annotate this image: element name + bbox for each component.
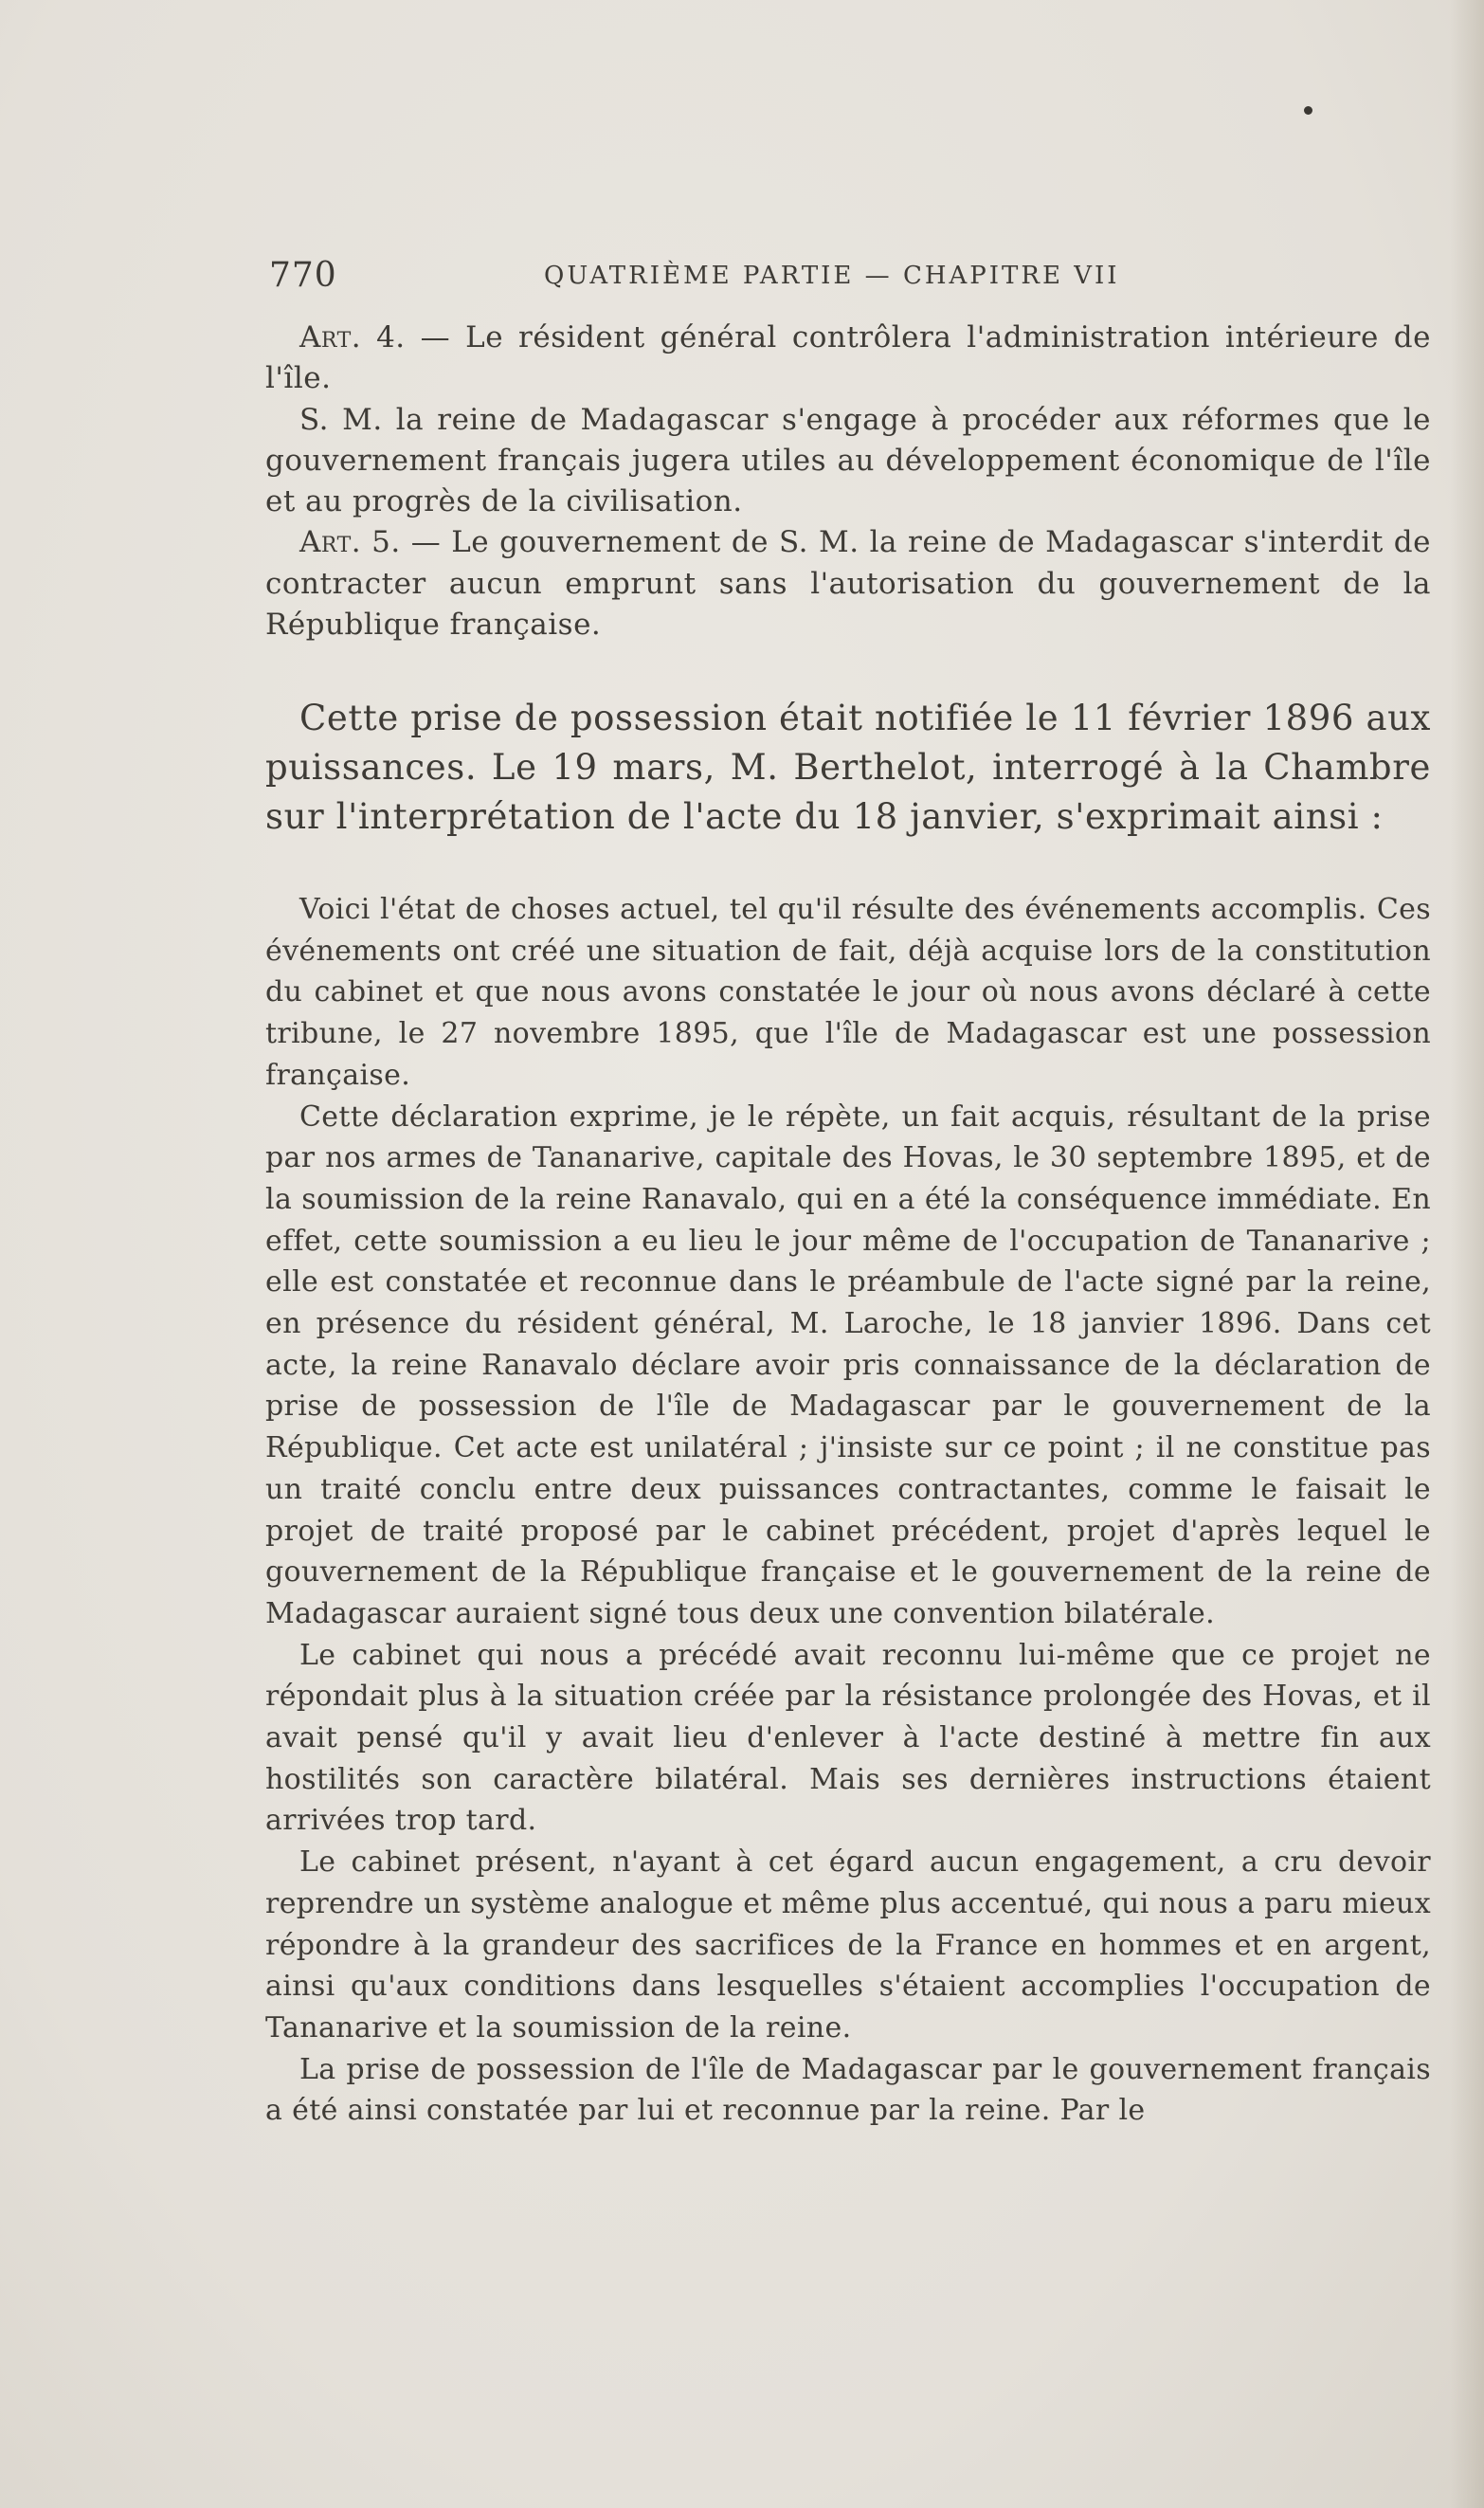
page-header — [269, 256, 1431, 298]
narrative-block — [265, 694, 1431, 842]
article-label: Art. 5. — [299, 525, 401, 560]
treaty-articles — [265, 318, 1431, 645]
article-label: Art. 4. — [299, 320, 406, 354]
article-text: — Le résident général contrôlera l'administration intérieure de l'île. — [265, 320, 1431, 396]
narrative-paragraph: Cette prise de possession était notifiée le 11 février 1896 aux puissances. Le 19 mars, M. Berthelot, interrogé à la Chambre sur l'interprétation de l'acte du 18 janvier, s'exprimait ainsi : — [265, 698, 1431, 837]
article-paragraph — [265, 400, 1431, 523]
article-text: S. M. la reine de Madagascar s'engage à procéder aux réformes que le gouvernement français jugera utiles au développement économique de l'île et au progrès de la civilisation. — [265, 402, 1431, 519]
article-text: — Le gouvernement de S. M. la reine de Madagascar s'interdit de contracter aucun emprunt sans l'autorisation du gouvernement de la République française. — [265, 525, 1431, 643]
page-edge-shadow — [1450, 0, 1484, 2508]
article-paragraph — [265, 522, 1431, 645]
quote-paragraph: Cette déclaration exprime, je le répète, un fait acquis, résultant de la prise par nos armes de Tananarive, capitale des Hovas, le 30 septembre 1895, et de la soumission de la reine Ranavalo, qui en a été la conséquence immédiate. En effet, cette soumission a eu lieu le jour même de l'occupation de Tananarive ; elle est constatée et reconnue dans le préambule de l'acte signé par la reine, en présence du résident général, M. Laroche, le 18 janvier 1896. Dans cet acte, la reine Ranavalo déclare avoir pris connaissance de la déclaration de prise de possession de l'île de Madagascar par le gouvernement de la République. Cet acte est unilatéral ; j'insiste sur ce point ; il ne constitue pas un traité conclu entre deux puissances contractantes, comme le faisait le projet de traité proposé par le cabinet précédent, projet d'après lequel le gouvernement de la République française et le gouvernement de la reine de Madagascar auraient signé tous deux une convention bilatérale. — [265, 1100, 1431, 1630]
running-head: QUATRIÈME PARTIE — CHAPITRE VII — [544, 262, 1120, 290]
quote-paragraph: Le cabinet présent, n'ayant à cet égard aucun engagement, a cru devoir reprendre un système analogue et même plus accentué, qui nous a paru mieux répondre à la grandeur des sacrifices de la France en hommes et en argent, ainsi qu'aux conditions dans lesquelles s'étaient accomplies l'occupation de Tananarive et la soumission de la reine. — [265, 1845, 1431, 2045]
ink-dot — [1304, 106, 1312, 115]
article-paragraph — [265, 318, 1431, 400]
berthelot-quote — [265, 889, 1431, 2132]
quote-paragraph: La prise de possession de l'île de Madagascar par le gouvernement français a été ainsi constatée par lui et reconnue par la reine. Par le — [265, 2052, 1431, 2128]
quote-paragraph: Voici l'état de choses actuel, tel qu'il résulte des événements accomplis. Ces événements ont créé une situation de fait, déjà acquise lors de la constitution du cabinet et que nous avons constatée le jour où nous avons déclaré à cette tribune, le 27 novembre 1895, que l'île de Madagascar est une possession française. — [265, 893, 1431, 1092]
quote-paragraph: Le cabinet qui nous a précédé avait reconnu lui-même que ce projet ne répondait plus à la situation créée par la résistance prolongée des Hovas, et il avait pensé qu'il y avait lieu d'enlever à l'acte destiné à mettre fin aux hostilités son caractère bilatéral. Mais ses dernières instructions étaient arrivées trop tard. — [265, 1638, 1431, 1838]
page-number: 770 — [269, 256, 337, 295]
